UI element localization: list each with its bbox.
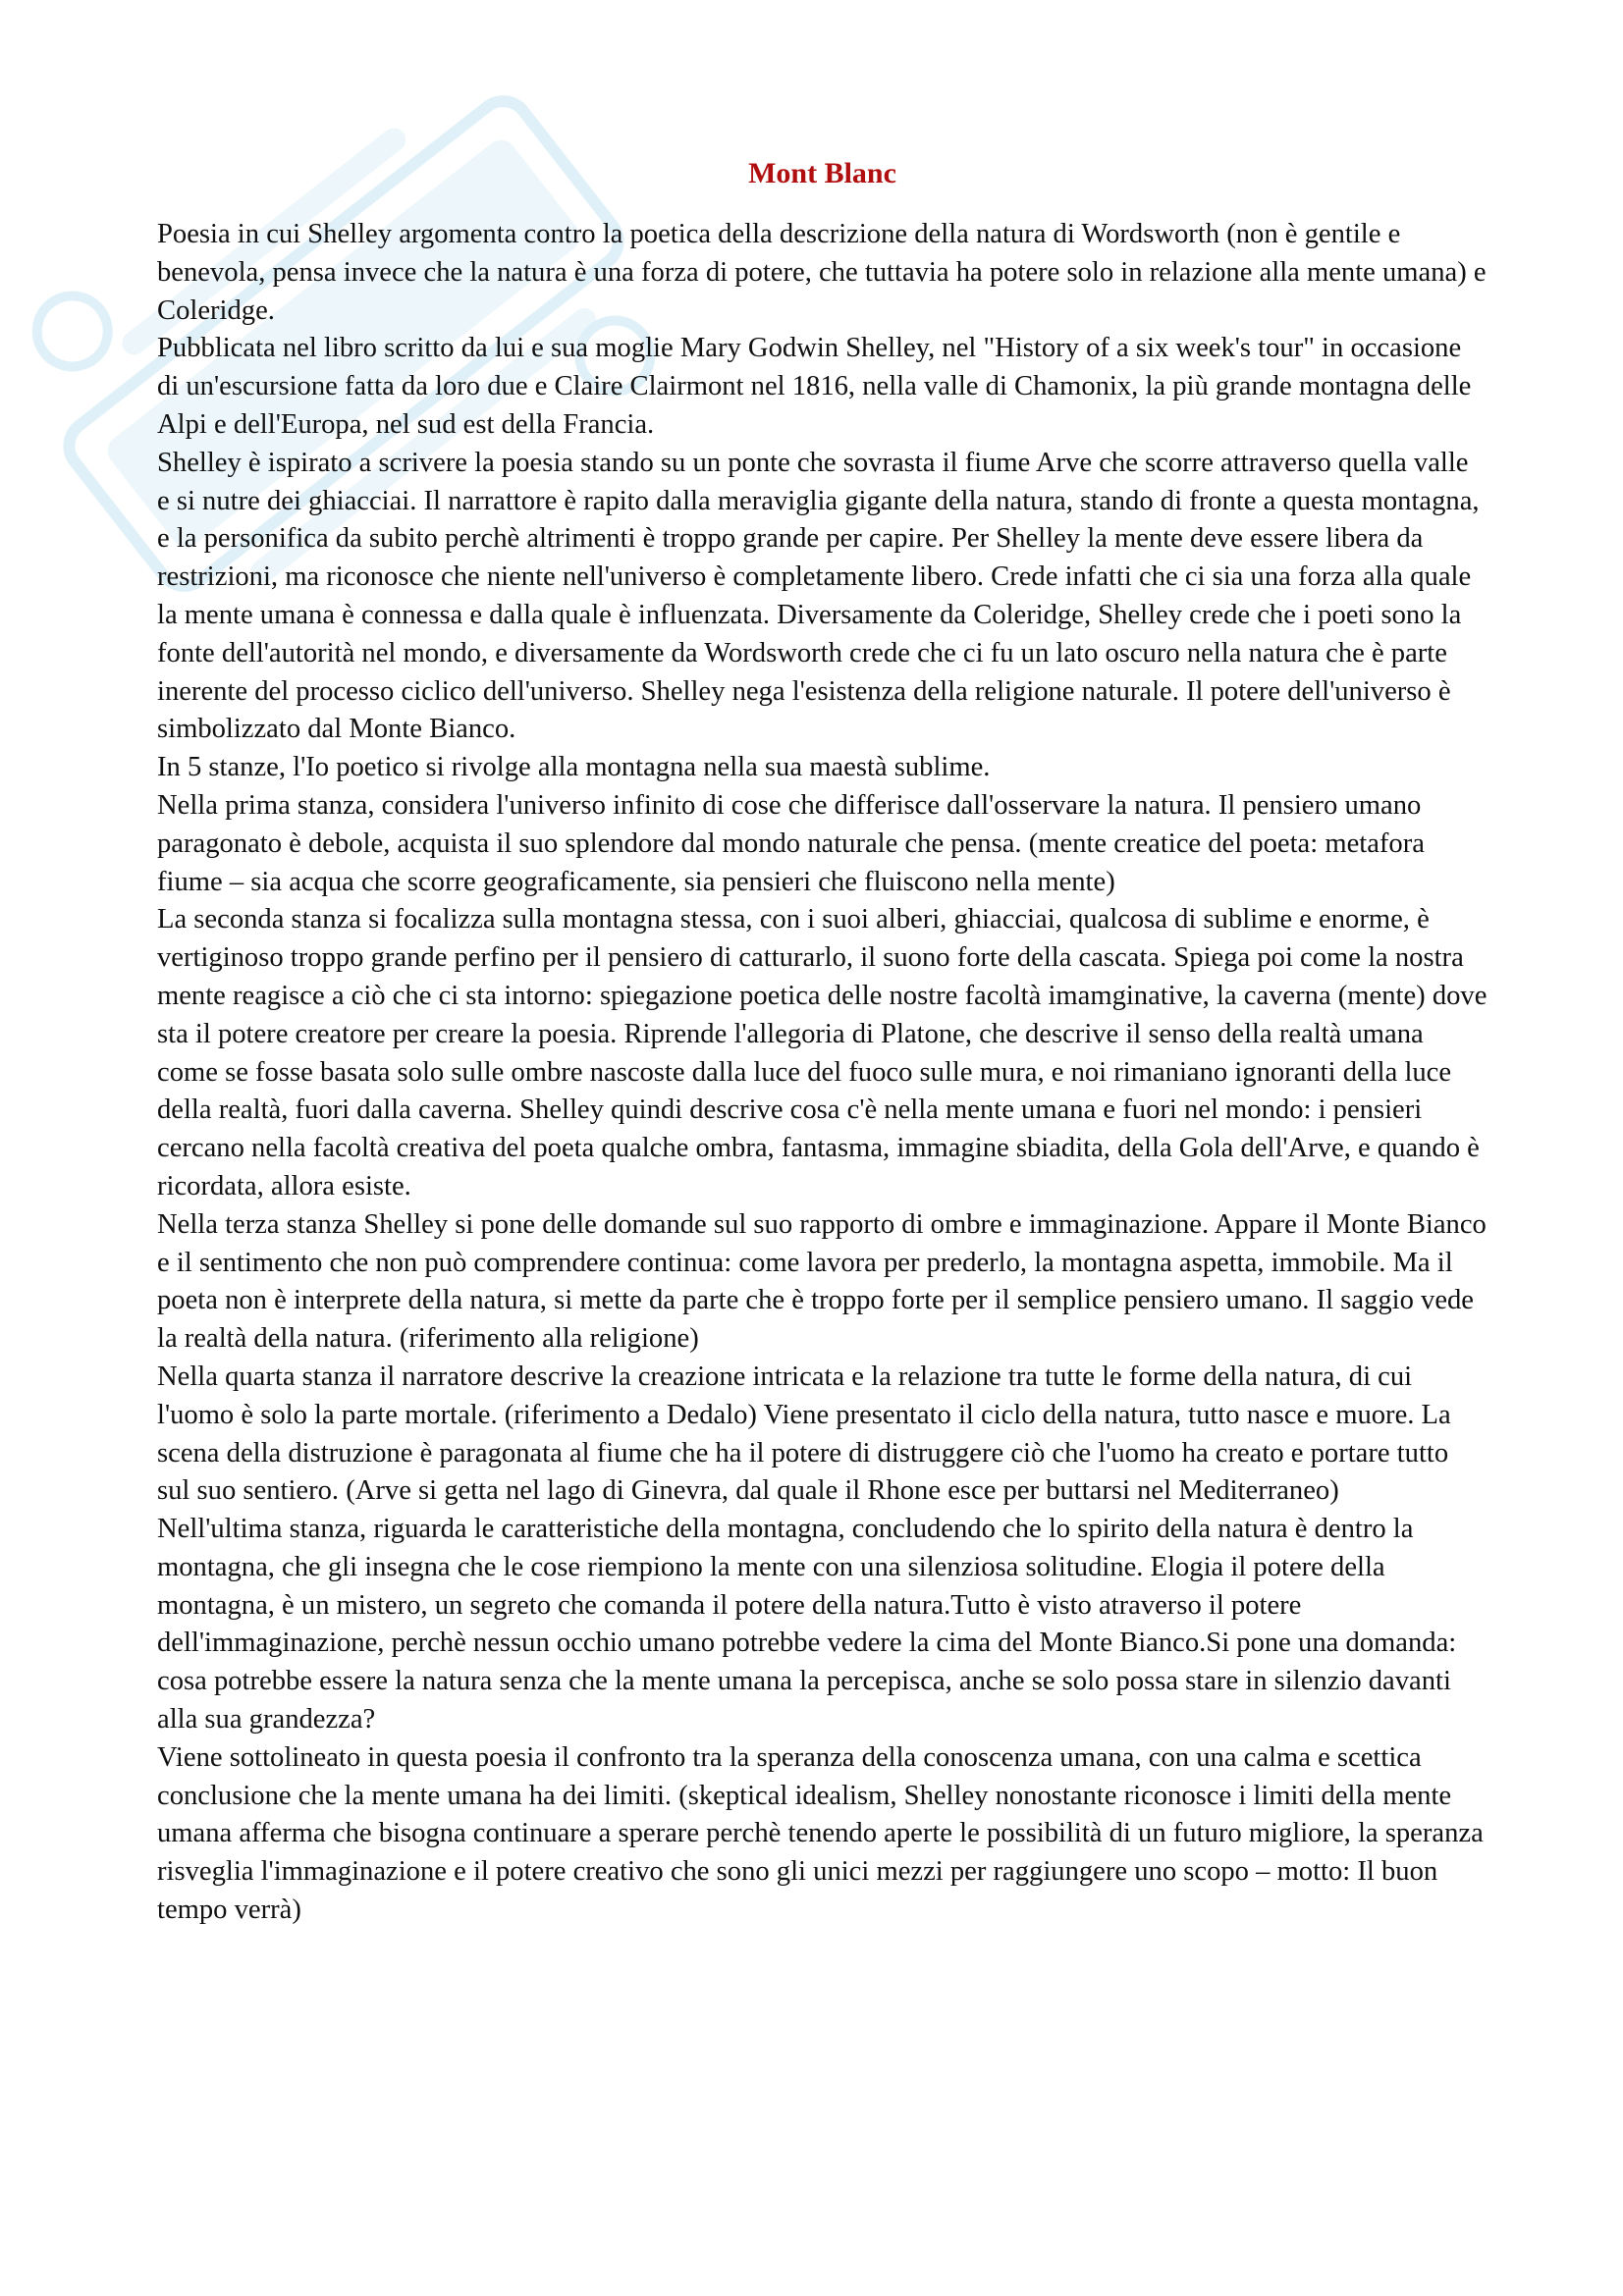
paragraph-first-stanza: Nella prima stanza, considera l'universo infinito di cose che differisce dall'osservare la natura. Il pensiero umano paragonato è debole, acquista il suo splendore dal mondo naturale che pensa. (mente creatice del poeta: metafora fiume – sia acqua che scorre geograficamente, sia pensieri che fluiscono nella mente)	[157, 789, 1425, 897]
paragraph-fourth-stanza: Nella quarta stanza il narratore descrive la creazione intricata e la relazione tra tutte le forme della natura, di cui l'uomo è solo la parte mortale. (riferimento a Dedalo) Viene presentato il ciclo della natura, tutto nasce e muore. La scena della distruzione è paragonata al fiume che ha il potere di distruggere ciò che l'uomo ha creato e portare tutto sul suo sentiero. (Arve si getta nel lago di Ginevra, dal quale il Rhone esce per buttarsi nel Mediterraneo)	[157, 1361, 1451, 1507]
paragraph-second-stanza: La seconda stanza si focalizza sulla montagna stessa, con i suoi alberi, ghiacciai, qualcosa di sublime e enorme, è vertiginoso troppo grande perfino per il pensiero di catturarlo, il suono forte della cascata. Spiega poi come la nostra mente reagisce a ciò che ci sta intorno: spiegazione poetica delle nostre facoltà imamginative, la caverna (mente) dove sta il potere creatore per creare la poesia. Riprende l'allegoria di Platone, che descrive il senso della realtà umana come se fosse basata solo sulle ombre nascoste dalla luce del fuoco sulle mura, e noi rimaniano ignoranti della luce della realtà, fuori dalla caverna. Shelley quindi descrive cosa c'è nella mente umana e fuori nel mondo: i pensieri cercano nella facoltà creativa del poeta qualche ombra, fantasma, immagine sbiadita, della Gola dell'Arve, e quando è ricordata, allora esiste.	[157, 904, 1488, 1201]
document-title: Mont Blanc	[748, 157, 896, 189]
document-body	[157, 155, 1488, 1930]
paragraph-conclusion: Viene sottolineato in questa poesia il confronto tra la speranza della conoscenza umana, con una calma e scettica conclusione che la mente umana ha dei limiti. (skeptical idealism, Shelley nonostante riconosce i limiti della mente umana afferma che bisogna continuare a sperare perchè tenendo aperte le possibilità di un futuro migliore, la speranza risveglia l'immaginazione e il potere creativo che sono gli unici mezzi per raggiungere uno scopo – motto: Il buon tempo verrà)	[157, 1741, 1484, 1926]
paragraph-intro: Poesia in cui Shelley argomenta contro la poetica della descrizione della natura di Wordsworth (non è gentile e benevola, pensa invece che la natura è una forza di potere, che tuttavia ha potere solo in relazione alla mente umana) e Coleridge.	[157, 219, 1487, 326]
paragraph-third-stanza: Nella terza stanza Shelley si pone delle domande sul suo rapporto di ombre e immaginazione. Appare il Monte Bianco e il sentimento che non può comprendere continua: come lavora per prederlo, la montagna aspetta, immobile. Ma il poeta non è interprete della natura, si mette da parte che è troppo forte per il semplice pensiero umano. Il saggio vede la realtà della natura. (riferimento alla religione)	[157, 1208, 1487, 1355]
paragraph-structure: In 5 stanze, l'Io poetico si rivolge alla montagna nella sua maestà sublime.	[157, 752, 991, 783]
paragraph-publication: Pubblicata nel libro scritto da lui e sua moglie Mary Godwin Shelley, nel "History of a six week's tour" in occasione di un'escursione fatta da loro due e Claire Clairmont nel 1816, nella valle di Chamonix, la più grande montagna delle Alpi e dell'Europa, nel sud est della Francia.	[157, 333, 1472, 440]
paragraph-last-stanza: Nell'ultima stanza, riguarda le caratteristiche della montagna, concludendo che lo spirito della natura è dentro la montagna, che gli insegna che le cose riempiono la mente con una silenziosa solitudine. Elogia il potere della montagna, è un mistero, un segreto che comanda il potere della natura.Tutto è visto atraverso il potere dell'immaginazione, perchè nessun occhio umano potrebbe vedere la cima del Monte Bianco.Si pone una domanda: cosa potrebbe essere la natura senza che la mente umana la percepisca, anche se solo possa stare in silenzio davanti alla sua grandezza?	[157, 1514, 1457, 1735]
paragraph-inspiration: Shelley è ispirato a scrivere la poesia stando su un ponte che sovrasta il fiume Arve che scorre attraverso quella valle e si nutre dei ghiacciai. Il narrattore è rapito dalla meraviglia gigante della natura, stando di fronte a questa montagna, e la personifica da subito perchè altrimenti è troppo grande per capire. Per Shelley la mente deve essere libera da restrizioni, ma riconosce che niente nell'universo è completamente libero. Crede infatti che ci sia una forza alla quale la mente umana è connessa e dalla quale è influenzata. Diversamente da Coleridge, Shelley crede che i poeti sono la fonte dell'autorità nel mondo, e diversamente da Wordsworth crede che ci fu un lato oscuro nella natura che è parte inerente del processo ciclico dell'universo. Shelley nega l'esistenza della religione naturale. Il potere dell'universo è simbolizzato dal Monte Bianco.	[157, 447, 1480, 745]
